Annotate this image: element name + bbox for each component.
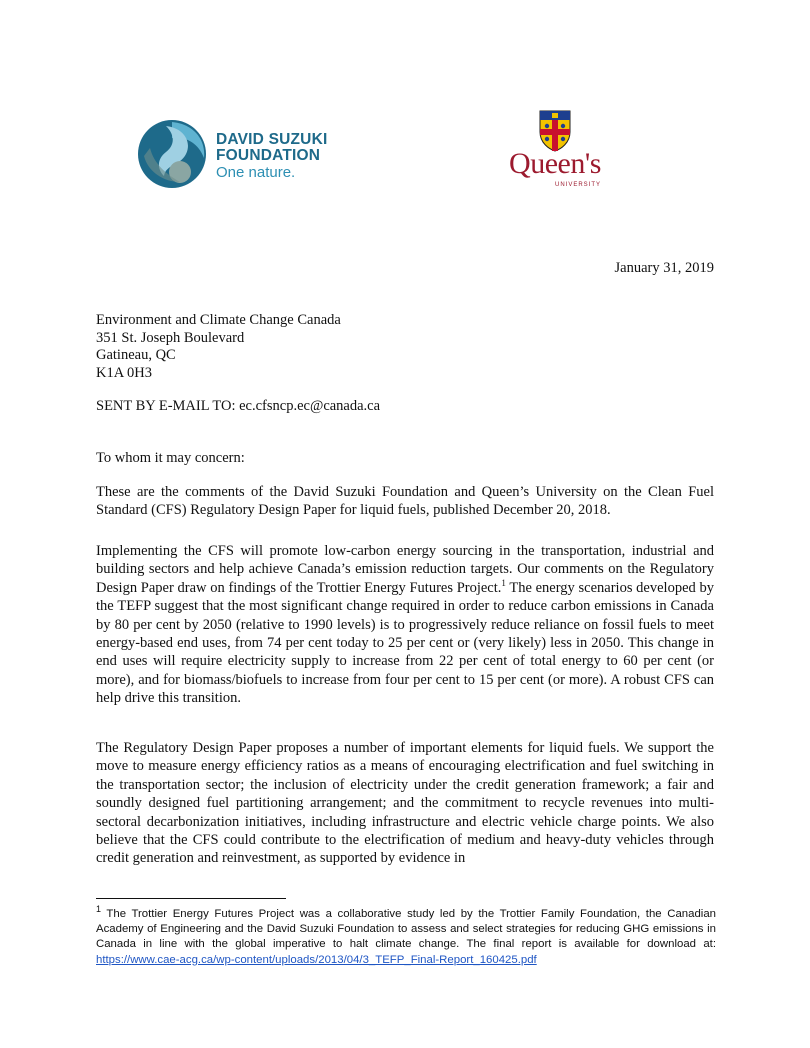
letter-date: January 31, 2019 bbox=[614, 260, 714, 276]
queens-crest-icon bbox=[539, 110, 571, 152]
salutation: To whom it may concern: bbox=[96, 450, 245, 466]
queens-university-logo bbox=[495, 110, 615, 194]
paragraph-3: The Regulatory Design Paper proposes a number of important elements for liquid fuels. We support the move to measure energy efficiency ratios as a means of encouraging electrification and fuel switching in the transportation sector; the inclusion of electricity under the credit generation framework; a fair and soundly designed fuel partitioning arrangement; and the commitment to recycle revenues into multi-sectoral decarbonization initiatives, including infrastructure and electric vehicle charge points. We also believe that the CFS could contribute to the electrification of medium and heavy-duty vehicles through credit generation and reinvestment, as supported by evidence in bbox=[96, 740, 714, 867]
address-line-2: 351 St. Joseph Boulevard bbox=[96, 329, 245, 346]
paragraph-2 bbox=[96, 542, 714, 708]
recipient-address bbox=[96, 312, 341, 382]
footnote-report-link[interactable]: https://www.cae-acg.ca/wp-content/uploads/2013/04/3_TEFP_Final-Report_160425.pdf bbox=[96, 953, 537, 966]
dsf-emblem-icon bbox=[136, 118, 208, 190]
footnote-divider bbox=[96, 898, 286, 899]
address-line-1: Environment and Climate Change Canada bbox=[96, 312, 341, 328]
dsf-wordmark bbox=[216, 132, 327, 181]
dsf-name-line1: DAVID SUZUKI bbox=[216, 131, 328, 148]
paragraph-2-text-a: Implementing the CFS will promote low-carbon energy sourcing in the transportation, industrial and building sectors and help achieve Canada’s emission reduction targets. Our comments on the Regulatory Design Paper draw on findings of the Trottier Energy Futures Project. bbox=[96, 543, 714, 596]
sent-by-email-line: SENT BY E-MAIL TO: ec.cfsncp.ec@canada.ca bbox=[96, 398, 381, 414]
address-line-4: K1A 0H3 bbox=[96, 364, 152, 381]
footnote-marker: 1 bbox=[96, 904, 102, 915]
david-suzuki-foundation-logo bbox=[136, 118, 336, 190]
queens-wordmark: Queen's bbox=[509, 147, 601, 180]
paragraph-2-text-b: The energy scenarios developed by the TEFP suggest that the most significant change required in order to reduce carbon emissions in Canada by 80 per cent by 2050 (relative to 1990 levels) is to progressively reduce reliance on fossil fuels to meet energy-based end uses, from 74 per cent today to 25 per cent or (very likely) less in 2050. This change in end uses will require electricity supply to increase from 22 per cent of total energy to 60 per cent (or more), and for biomass/biofuels to increase from four per cent to 15 per cent (or more). A robust CFS can help drive this transition. bbox=[96, 579, 714, 707]
footnote-text: The Trottier Energy Futures Project was a collaborative study led by the Trottier Family Foundation, the Canadian Academy of Engineering and the David Suzuki Foundation to assess and select strategies for reducing GHG emissions in Canada in line with the global imperative to halt climate change. The final report is available for download at: bbox=[96, 908, 716, 951]
dsf-tagline: One nature. bbox=[216, 164, 296, 181]
footnote-reference-1[interactable]: 1 bbox=[501, 577, 506, 588]
address-line-3: Gatineau, QC bbox=[96, 347, 176, 363]
dsf-name-line2: FOUNDATION bbox=[216, 147, 321, 164]
paragraph-1: These are the comments of the David Suzuki Foundation and Queen’s University on the Clean Fuel Standard (CFS) Regulatory Design Paper for liquid fuels, published December 20, 2018. bbox=[96, 484, 714, 519]
footnote-1 bbox=[96, 904, 716, 968]
queens-university-label: UNIVERSITY bbox=[555, 182, 602, 188]
